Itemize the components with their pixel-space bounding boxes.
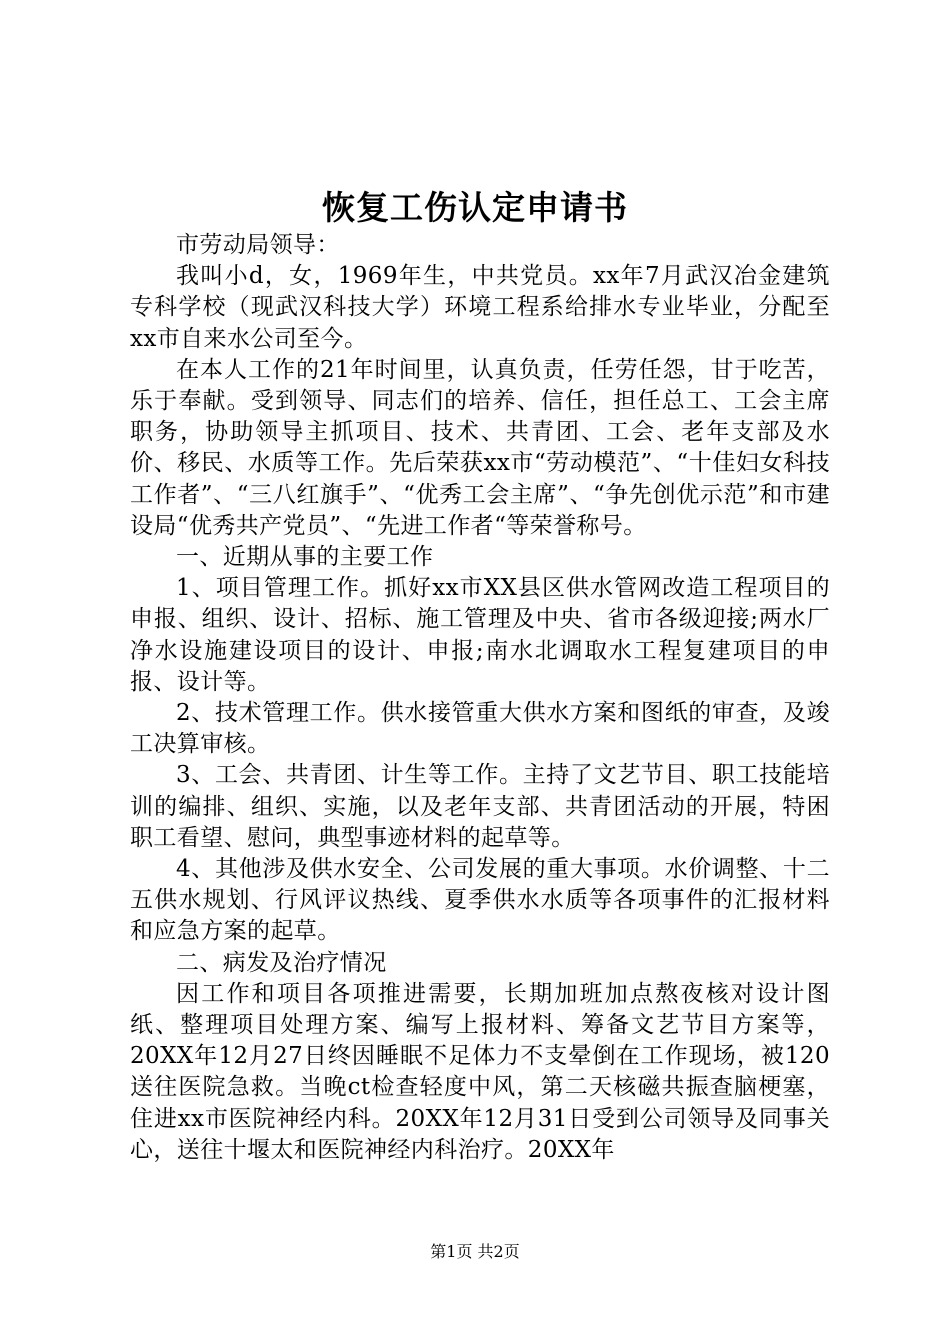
page-footer: 第1页 共2页 xyxy=(430,1242,520,1261)
paragraph-project-management: 1、项目管理工作。抓好xx市XX县区供水管网改造工程项目的申报、组织、设计、招标、施工管理及中央、省市各级迎接;两水厂净水设施建设项目的设计、申报;南水北调取水工程复建项目的申报、设计等。 xyxy=(130,575,830,695)
section-heading-illness: 二、病发及治疗情况 xyxy=(176,949,387,976)
document-title: 恢复工伤认定申请书 xyxy=(322,188,628,227)
paragraph-intro: 我叫小d，女，1969年生，中共党员。xx年7月武汉冶金建筑专科学校（现武汉科技大学）环境工程系给排水专业毕业，分配至xx市自来水公司至今。 xyxy=(130,263,830,352)
paragraph-technical-management: 2、技术管理工作。供水接管重大供水方案和图纸的审查，及竣工决算审核。 xyxy=(130,700,830,758)
document-body xyxy=(130,230,830,1166)
section-heading-main-work: 一、近期从事的主要工作 xyxy=(176,544,434,571)
paragraph-union-work: 3、工会、共青团、计生等工作。主持了文艺节目、职工技能培训的编排、组织、实施，以及老年支部、共青团活动的开展，特困职工看望、慰问，典型事迹材料的起草等。 xyxy=(130,762,830,851)
paragraph-other-matters: 4、其他涉及供水安全、公司发展的重大事项。水价调整、十二五供水规划、行风评议热线、夏季供水水质等各项事件的汇报材料和应急方案的起草。 xyxy=(130,856,830,945)
paragraph-illness-details: 因工作和项目各项推进需要，长期加班加点熬夜核对设计图纸、整理项目处理方案、编写上报材料、筹备文艺节目方案等，20XX年12月27日终因睡眠不足体力不支晕倒在工作现场，被120送往医院急救。当晚ct检查轻度中风，第二天核磁共振查脑梗塞，住进xx市医院神经内科。20XX年12月31日受到公司领导及同事关心，送往十堰太和医院神经内科治疗。20XX年 xyxy=(130,980,830,1163)
paragraph-work-history: 在本人工作的21年时间里，认真负责，任劳任怨，甘于吃苦，乐于奉献。受到领导、同志们的培养、信任，担任总工、工会主席职务，协助领导主抓项目、技术、共青团、工会、老年支部及水价、移民、水质等工作。先后荣获xx市“劳动模范”、“十佳妇女科技工作者”、“三八红旗手”、“优秀工会主席”、“争先创优示范”和市建设局“优秀共产党员”、“先进工作者“等荣誉称号。 xyxy=(130,356,830,539)
salutation: 市劳动局领导： xyxy=(176,232,340,258)
